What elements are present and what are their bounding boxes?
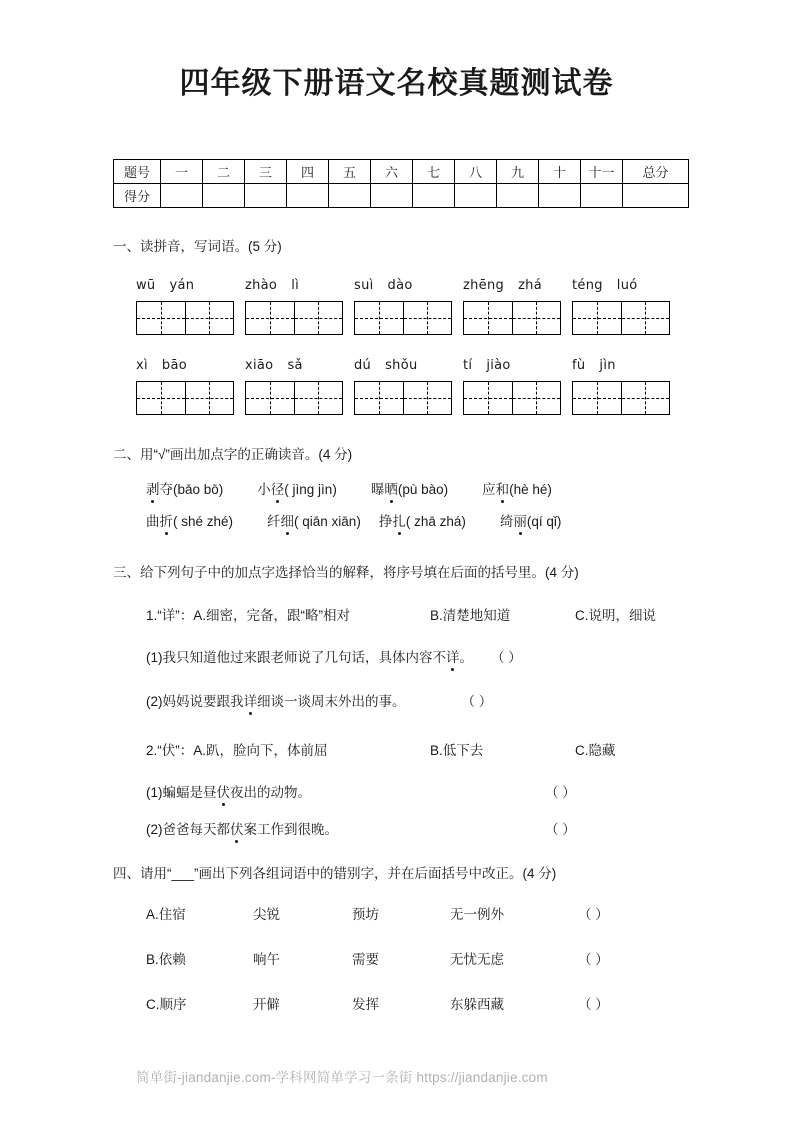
pinyin-group-2-2 (245, 358, 343, 415)
pinyin-syllable-1: tí (463, 358, 473, 373)
pinyin-label (245, 358, 343, 378)
score-cell-8[interactable] (455, 184, 497, 208)
reading-options[interactable]: ( zhā zhá) (405, 514, 466, 529)
section-3-group-1-option-c[interactable]: C.说明，细说 (575, 608, 656, 623)
character-cell[interactable] (355, 382, 403, 414)
section-4-row-a-bracket[interactable]: （ ） (578, 907, 609, 922)
pinyin-syllable-2: luó (616, 278, 638, 293)
section-4-row-c-word-1[interactable]: C.顺序 (146, 997, 187, 1012)
score-table-col-6: 六 (371, 160, 413, 184)
character-cell[interactable] (464, 302, 512, 334)
pronunciation-item[interactable] (146, 482, 223, 497)
pinyin-group-1-4 (463, 278, 561, 335)
dotted-char: 扎 (392, 510, 406, 530)
pinyin-label (354, 358, 452, 378)
section-3-group-2-question-2 (146, 818, 338, 838)
pinyin-group-2-5 (572, 358, 670, 415)
pinyin-label (572, 358, 670, 378)
section-4-row-c-bracket[interactable]: （ ） (578, 997, 609, 1012)
reading-options[interactable]: ( jìng jìn) (284, 482, 337, 497)
answer-bracket[interactable]: （ ） (461, 694, 493, 709)
pinyin-syllable-2: shǒu (385, 358, 418, 373)
score-table-col-7: 七 (413, 160, 455, 184)
section-4-row-b-word-4[interactable]: 无忧无虑 (450, 952, 504, 967)
pinyin-label (463, 358, 561, 378)
character-box[interactable] (572, 381, 670, 415)
character-cell[interactable] (294, 302, 343, 334)
pinyin-syllable-1: wū (136, 278, 156, 293)
character-cell[interactable] (137, 302, 185, 334)
character-cell[interactable] (403, 302, 452, 334)
character-cell[interactable] (621, 302, 670, 334)
pinyin-syllable-2: lì (291, 278, 300, 293)
pinyin-group-1-5 (572, 278, 670, 335)
dotted-char: 细 (281, 510, 295, 530)
character-cell[interactable] (512, 302, 561, 334)
score-table-col-2: 二 (203, 160, 245, 184)
score-cell-2[interactable] (203, 184, 245, 208)
answer-bracket[interactable]: （ ） (545, 785, 576, 800)
reading-options[interactable]: (hè hé) (509, 482, 552, 497)
character-box[interactable] (136, 301, 234, 335)
dotted-char: 伏 (230, 818, 244, 838)
pinyin-syllable-1: xiāo (245, 358, 274, 373)
pronunciation-item[interactable] (267, 514, 361, 529)
footer-watermark: 简单街-jiandanjie.com-学科网简单学习一条街 https://jiandanjie.com (136, 1070, 548, 1085)
score-table-col-11: 十一 (581, 160, 623, 184)
pinyin-label (572, 278, 670, 298)
character-cell[interactable] (355, 302, 403, 334)
score-table-col-total: 总分 (623, 160, 689, 184)
word-lead: 应 (482, 482, 496, 497)
pinyin-label (136, 278, 234, 298)
pinyin-group-2-4 (463, 358, 561, 415)
word-lead: 纤 (267, 514, 281, 529)
section-3-group-1-prompt: 1.“详”：A.细密，完备，跟“略”相对 (146, 608, 350, 623)
reading-options[interactable]: (qí qǐ) (526, 514, 562, 529)
section-3-group-2-question-1 (146, 781, 311, 801)
section-2-row-1 (146, 478, 552, 498)
pronunciation-item[interactable] (379, 514, 466, 529)
section-2-heading: 二、用“√”画出加点字的正确读音。(4 分) (113, 447, 353, 462)
reading-options[interactable]: (bāo bō) (173, 482, 224, 497)
pinyin-syllable-2: bāo (161, 358, 187, 373)
reading-options[interactable]: (pù bào) (397, 482, 449, 497)
table-row-question-numbers (114, 160, 689, 184)
pinyin-syllable-1: xì (136, 358, 148, 373)
word-lead: 绮 (499, 514, 514, 529)
score-table-col-10: 十 (539, 160, 581, 184)
pinyin-syllable-2: jiào (486, 358, 511, 373)
section-3-group-2-option-b[interactable]: B.低下去 (430, 743, 484, 758)
score-table-col-1: 一 (161, 160, 203, 184)
pinyin-syllable-2: yán (169, 278, 195, 293)
character-cell[interactable] (464, 382, 512, 414)
pinyin-group-1-1 (136, 278, 234, 335)
section-4-row-b-word-3[interactable]: 需要 (352, 952, 379, 967)
score-table-col-5: 五 (329, 160, 371, 184)
word-lead: 曝 (370, 482, 385, 497)
character-box[interactable] (354, 381, 452, 415)
pinyin-label (354, 278, 452, 298)
score-table-row-label: 题号 (114, 160, 161, 184)
score-table (113, 159, 689, 208)
pinyin-syllable-1: fù (572, 358, 586, 373)
question-text: (1)我只知道他过来跟老师说了几句话，具体内容不 (146, 650, 446, 665)
score-table-col-9: 九 (497, 160, 539, 184)
pronunciation-item[interactable] (257, 482, 337, 497)
score-cell-11[interactable] (581, 184, 623, 208)
pinyin-group-2-1 (136, 358, 234, 415)
score-table-col-3: 三 (245, 160, 287, 184)
reading-options[interactable]: ( qiān xiān) (294, 514, 361, 529)
reading-options[interactable]: ( shé zhé) (173, 514, 234, 529)
section-3-group-1-question-1 (146, 646, 522, 666)
section-3-group-2-prompt: 2.“伏”：A.趴，脸向下，体前屈 (146, 743, 328, 758)
answer-bracket[interactable]: （ ） (545, 822, 576, 837)
section-4-heading: 四、请用“___”画出下列各组词语中的错别字，并在后面括号中改正。(4 分) (113, 866, 557, 881)
pinyin-syllable-1: zhào (245, 278, 278, 293)
section-4-row-a-word-3[interactable]: 预坊 (352, 907, 379, 922)
score-table-col-4: 四 (287, 160, 329, 184)
dotted-char: 和 (496, 478, 510, 498)
character-cell[interactable] (573, 302, 621, 334)
character-cell[interactable] (246, 302, 294, 334)
section-4-row-b-bracket[interactable]: （ ） (578, 952, 609, 967)
character-box[interactable] (245, 301, 343, 335)
section-1-heading: 一、读拼音，写词语。(5 分) (113, 239, 282, 254)
character-cell[interactable] (137, 382, 185, 414)
question-tail: 夜出的动物。 (230, 785, 311, 800)
character-cell[interactable] (573, 382, 621, 414)
dotted-char: 晒 (384, 478, 398, 498)
score-cell-6[interactable] (371, 184, 413, 208)
score-cell-3[interactable] (245, 184, 287, 208)
score-cell-9[interactable] (497, 184, 539, 208)
score-cell-1[interactable] (161, 184, 203, 208)
question-tail: 。 (459, 650, 473, 665)
section-4-row-c-word-3[interactable]: 发挥 (352, 997, 379, 1012)
pinyin-syllable-2: dào (387, 278, 413, 293)
dotted-char: 详 (446, 646, 460, 666)
pinyin-syllable-1: téng (572, 278, 603, 293)
character-cell[interactable] (185, 302, 234, 334)
section-3-group-2-option-c[interactable]: C.隐藏 (575, 743, 616, 758)
dotted-char: 剥 (146, 478, 160, 498)
pinyin-syllable-2: zhá (518, 278, 542, 293)
pinyin-group-2-3 (354, 358, 452, 415)
section-4-row-c-word-4[interactable]: 东躲西藏 (450, 997, 504, 1012)
character-cell[interactable] (403, 382, 452, 414)
word-lead: 挣 (378, 514, 393, 529)
character-cell[interactable] (185, 382, 234, 414)
pinyin-syllable-2: sǎ (287, 358, 303, 373)
question-tail: 细谈一谈周末外出的事。 (257, 694, 406, 709)
question-text: (2)妈妈说要跟我 (146, 694, 244, 709)
character-box[interactable] (354, 301, 452, 335)
pinyin-syllable-1: suì (354, 278, 374, 293)
pinyin-syllable-2: jìn (599, 358, 616, 373)
section-3-group-1-question-2 (146, 690, 492, 710)
pronunciation-item[interactable] (500, 514, 562, 529)
pinyin-label (245, 278, 343, 298)
section-4-row-a-word-1[interactable]: A.住宿 (146, 907, 186, 922)
character-box[interactable] (463, 301, 561, 335)
dotted-char: 丽 (513, 510, 527, 530)
character-box[interactable] (136, 381, 234, 415)
character-cell[interactable] (246, 382, 294, 414)
score-cell-4[interactable] (287, 184, 329, 208)
pronunciation-item[interactable] (482, 482, 552, 497)
word-lead: 曲 (146, 514, 160, 529)
score-cell-5[interactable] (329, 184, 371, 208)
table-row-scores (114, 184, 689, 208)
score-cell-7[interactable] (413, 184, 455, 208)
score-cell-10[interactable] (539, 184, 581, 208)
pinyin-group-1-2 (245, 278, 343, 335)
question-text: (1)蝙蝠是昼 (146, 785, 217, 800)
word-tail: 夺 (159, 482, 173, 497)
pinyin-syllable-1: zhēng (463, 278, 505, 293)
section-3-group-1-option-b[interactable]: B.清楚地知道 (430, 608, 511, 623)
character-cell[interactable] (294, 382, 343, 414)
character-box[interactable] (463, 381, 561, 415)
character-cell[interactable] (621, 382, 670, 414)
section-4-row-a-word-4[interactable]: 无一例外 (450, 907, 504, 922)
dotted-char: 详 (244, 690, 258, 710)
section-4-row-b-word-1[interactable]: B.依赖 (146, 952, 186, 967)
word-lead: 小 (257, 482, 271, 497)
page-title: 四年级下册语文名校真题测试卷 (179, 66, 614, 101)
pinyin-label (136, 358, 234, 378)
dotted-char: 径 (271, 478, 285, 498)
character-cell[interactable] (512, 382, 561, 414)
pinyin-label (463, 278, 561, 298)
pronunciation-item[interactable] (371, 482, 448, 497)
score-cell-total[interactable] (623, 184, 689, 208)
pinyin-syllable-1: dú (354, 358, 372, 373)
pinyin-group-1-3 (354, 278, 452, 335)
section-2-row-2 (146, 510, 561, 530)
section-4-row-c-word-2[interactable]: 开僻 (253, 997, 280, 1012)
dotted-char: 折 (160, 510, 174, 530)
pronunciation-item[interactable] (146, 514, 233, 529)
section-4-row-b-word-2[interactable]: 响午 (253, 952, 280, 967)
score-table-col-8: 八 (455, 160, 497, 184)
section-3-heading: 三、给下列句子中的加点字选择恰当的解释，将序号填在后面的括号里。(4 分) (113, 565, 579, 580)
character-box[interactable] (245, 381, 343, 415)
score-table-row-label-score: 得分 (114, 184, 161, 208)
question-tail: 案工作到很晚。 (243, 822, 338, 837)
character-box[interactable] (572, 301, 670, 335)
question-text: (2)爸爸每天都 (146, 822, 230, 837)
section-4-row-a-word-2[interactable]: 尖锐 (253, 907, 280, 922)
answer-bracket[interactable]: （ ） (491, 650, 522, 665)
dotted-char: 伏 (217, 781, 231, 801)
